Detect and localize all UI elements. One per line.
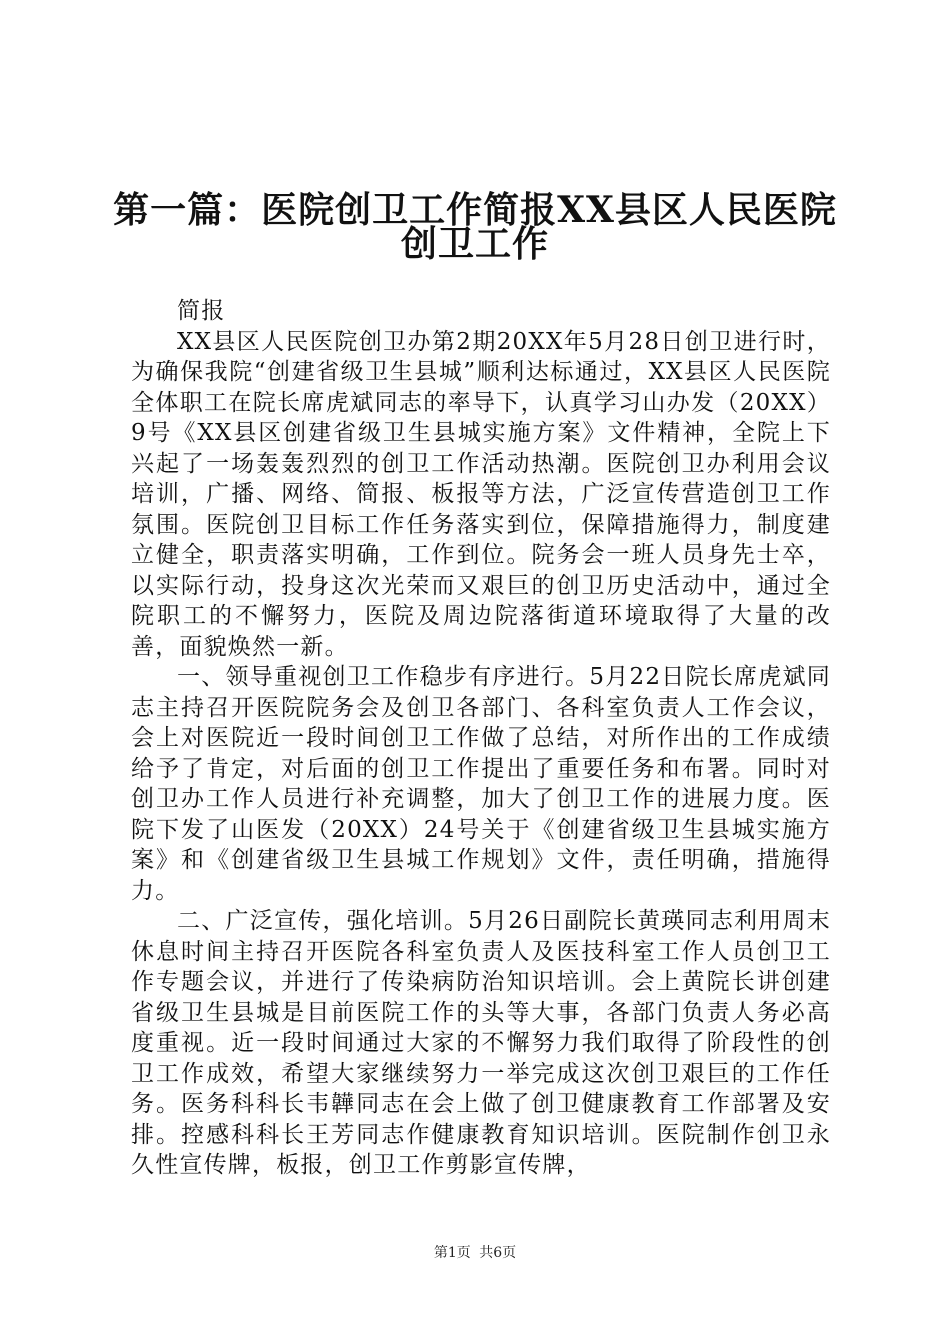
paragraph-section-1: 一、领导重视创卫工作稳步有序进行。5月22日院长席虎斌同志主持召开医院院务会及创卫各部门、各科室负责人工作会议，会上对医院近一段时间创卫工作做了总结，对所作出的工作成绩给予了肯定，对后面的创卫工作提出了重要任务和布署。同时对创卫办工作人员进行补充调整，加大了创卫工作的进展力度。医院下发了山医发（20XX）24号关于《创建省级卫生县城实施方案》和《创建省级卫生县城工作规划》文件，责任明确，措施得力。 [131, 664, 831, 904]
document-title-line-2: 创卫工作 [400, 223, 549, 265]
document-title-line-1: 第一篇：医院创卫工作简报XX县区人民医院 [113, 189, 837, 231]
page-total: 共6页 [479, 1245, 517, 1261]
document-body [131, 296, 831, 1181]
paragraph-intro: XX县区人民医院创卫办第2期20XX年5月28日创卫进行时，为确保我院“创建省级卫生县城”顺利达标通过，XX县区人民医院全体职工在院长席虎斌同志的率导下，认真学习山办发（20XX）9号《XX县区创建省级卫生县城实施方案》文件精神，全院上下兴起了一场轰轰烈烈的创卫工作活动热潮。医院创卫办利用会议培训，广播、网络、简报、板报等方法，广泛宣传营造创卫工作氛围。医院创卫目标工作任务落实到位，保障措施得力，制度建立健全，职责落实明确，工作到位。院务会一班人员身先士卒，以实际行动，投身这次光荣而又艰巨的创卫历史活动中，通过全院职工的不懈努力，医院及周边院落街道环境取得了大量的改善，面貌焕然一新。 [131, 328, 831, 660]
paragraph-section-2: 二、广泛宣传，强化培训。5月26日副院长黄瑛同志利用周末休息时间主持召开医院各科室负责人及医技科室工作人员创卫工作专题会议，并进行了传染病防治知识培训。会上黄院长讲创建省级卫生县城是目前医院工作的头等大事，各部门负责人务必高度重视。近一段时间通过大家的不懈努力我们取得了阶段性的创卫工作成效，希望大家继续努力一举完成这次创卫艰巨的工作任务。医务科科长韦韡同志在会上做了创卫健康教育工作部署及安排。控感科科长王芳同志作健康教育知识培训。医院制作创卫永久性宣传牌，板报，创卫工作剪影宣传牌， [131, 908, 831, 1178]
paragraph-heading: 简报 [177, 298, 226, 324]
page-footer [0, 1242, 950, 1262]
page-number: 第1页 [433, 1245, 471, 1261]
